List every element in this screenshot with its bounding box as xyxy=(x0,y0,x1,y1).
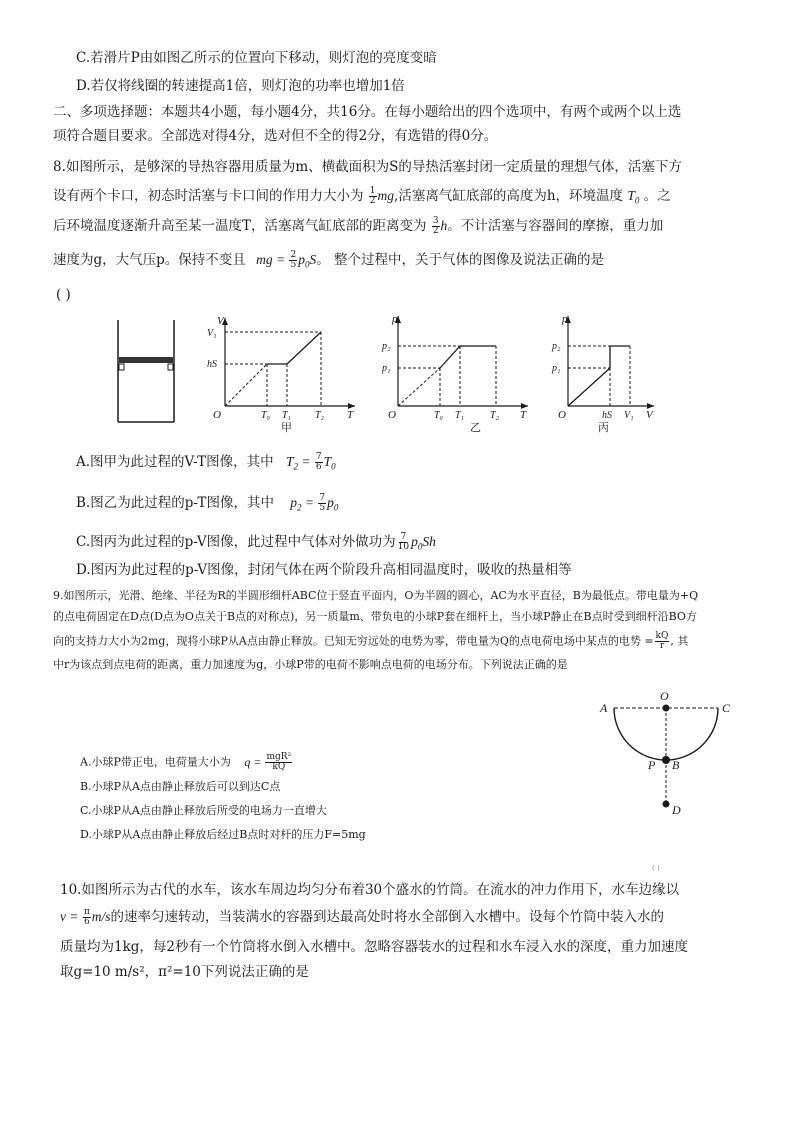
y-axis-label: p xyxy=(392,313,398,325)
fraction: $\frac{2}{5}$ xyxy=(290,250,297,270)
q8-stem-line3: 后环境温度逐渐升高至某一温度T，活塞离气缸底部的距离变为 $\frac{3}{2}$ h。不计活塞与容器间的摩擦，重力加 xyxy=(53,216,664,236)
q8-option-b: B.图乙为此过程的p-T图像，其中 $p_2$ = $\frac{7}{5}$ $p_0$ xyxy=(76,493,339,513)
x-tick: hS xyxy=(602,410,612,421)
section2-instructions-line2: 项符合题目要求。全部选对得4分，选对但不全的得2分，有选错的得0分。 xyxy=(53,128,498,144)
q9-option-d: D.小球P从A点由静止释放后经过B点时对杆的压力F=5mg xyxy=(80,828,366,841)
y-axis-label: V xyxy=(217,315,224,327)
y-axis-label: p xyxy=(562,313,568,325)
origin-label: O xyxy=(558,409,566,421)
label-o: O xyxy=(660,690,669,703)
ball-p xyxy=(662,756,670,764)
q8-graph-jia xyxy=(205,310,365,435)
label-a: A xyxy=(600,701,608,715)
q10-stem-line3: 质量均为1kg，每2秒有一个竹筒将水倒入水槽中。忽略容器装水的过程和水车浸入水的深度，重力加速度 xyxy=(60,939,688,955)
q8-option-c: C.图丙为此过程的p-V图像，此过程中气体对外做功为 $\frac{7}{10}$ $p_0Sh$ xyxy=(76,532,436,552)
x-tick: T₁ xyxy=(282,410,292,421)
origin-label: O xyxy=(213,409,221,421)
q8-graph-yi xyxy=(378,308,538,435)
x-tick: V₁ xyxy=(624,410,634,421)
label-c: C xyxy=(722,701,731,715)
fraction: $\frac{7}{10}$ xyxy=(397,532,410,552)
graph-caption: 甲 xyxy=(281,421,292,434)
q8-option-d: D.图丙为此过程的p-V图像，封闭气体在两个阶段升高相同温度时，吸收的热量相等 xyxy=(76,562,572,578)
label-p: P xyxy=(648,758,656,772)
q8-container-figure xyxy=(112,316,192,426)
graph-caption: 乙 xyxy=(470,421,481,434)
q9-stem-line4: 中r为该点到点电荷的距离，重力加速度为g，小球P带的电荷不影响点电荷的电场分布。下列说法正确的是 xyxy=(53,658,568,671)
q7-option-c: C.若滑片P由如图乙所示的位置向下移动，则灯泡的亮度变暗 xyxy=(76,50,437,66)
label-b: B xyxy=(672,758,680,772)
q8-stem-line4: 速度为g，大气压p。保持不变且 mg = $\frac{2}{5}$ $p_0S$。 整个过程中，关于气体的图像及说法正确的是 xyxy=(53,250,604,270)
y-tick: V₁ xyxy=(207,328,217,339)
q9-stem-line2: 的点电荷固定在D点(D点为O点关于B点的对称点)，另一质量m、带负电的小球P套在细杆上，当小球P静止在B点时受到细杆沿BO方 xyxy=(53,610,697,623)
q8-graph-bing xyxy=(550,308,660,435)
y-tick: hS xyxy=(207,359,217,370)
x-tick: T₀ xyxy=(261,410,271,421)
fraction: $\frac{kQ}{r}$ xyxy=(655,631,669,651)
q8-stem-line2: 设有两个卡口，初态时活塞与卡口间的作用力大小为 $\frac{1}{2}$ mg,活塞离气缸底部的高度为h，环境温度 $T_0$ 。之 xyxy=(53,186,671,206)
fraction: $\frac{\pi}{6}$ xyxy=(83,907,90,927)
origin-label: O xyxy=(388,409,396,421)
fraction: $\frac{7}{6}$ xyxy=(315,452,322,472)
q10-stem-line4: 取g=10 m/s²，π²=10下列说法正确的是 xyxy=(60,964,309,980)
q7-option-d: D.若仅将线圈的转速提高1倍，则灯泡的功率也增加1倍 xyxy=(76,78,405,94)
q9-option-b: B.小球P从A点由静止释放后可以到达C点 xyxy=(80,780,281,793)
q8-stem-line1: 8.如图所示，是够深的导热容器用质量为m、横截面积为S的导热活塞封闭一定质量的理想气体，活塞下方 xyxy=(53,159,682,175)
label-d: D xyxy=(672,803,681,817)
q8-option-a: A.图甲为此过程的V-T图像，其中 $T_2$ = $\frac{7}{6}$ $T_0$ xyxy=(76,452,336,472)
q8-answer-bracket: ( ) xyxy=(56,287,71,303)
charge-d xyxy=(663,801,670,808)
fraction: $\frac{1}{2}$ xyxy=(369,186,376,206)
q9-option-c: C.小球P从A点由静止释放后所受的电场力一直增大 xyxy=(80,804,327,817)
fraction: $\frac{3}{2}$ xyxy=(432,216,439,236)
x-tick: T₂ xyxy=(315,410,325,421)
q9-stem-line3: 向的支持力大小为2mg，现将小球P从A点由静止释放。已知无穷远处的电势为零，带电量为Q的点电荷电场中某点的电势 = $\frac{kQ}{r}$ , 其 xyxy=(53,631,689,651)
q10-stem-line2: v = $\frac{\pi}{6}$ m/s的速率匀速转动，当装满水的容器到达最高处时将水全部倒入水槽中。设每个竹筒中装入水的 xyxy=(60,907,665,927)
graph-caption: 丙 xyxy=(598,421,609,434)
x-tick: T₂ xyxy=(490,410,500,421)
y-tick: p₂ xyxy=(552,341,561,352)
x-axis-label: T xyxy=(347,409,354,421)
x-axis-label: T xyxy=(520,409,527,421)
q9-stem-line1: 9.如图所示，光滑、绝缘、半径为R的半圆形细杆ABC位于竖直平面内，O为半圆的圆心，AC为水平直径，B为最低点。带电量为+Q xyxy=(53,589,699,602)
y-tick: p₂ xyxy=(382,341,391,352)
x-tick: T₁ xyxy=(455,410,465,421)
x-axis-label: V xyxy=(646,409,653,421)
fraction: $\frac{\text{mgR²}}{kQ}$ xyxy=(266,752,292,772)
q9-figure xyxy=(592,690,742,822)
point-o xyxy=(663,705,670,712)
section2-instructions-line1: 二、多项选择题：本题共4小题，每小题4分，共16分。在每小题给出的四个选项中，有两个或两个以上选 xyxy=(53,104,682,120)
q9-small-bracket: ( ) xyxy=(652,864,660,872)
q10-stem-line1: 10.如图所示为古代的水车，该水车周边均匀分布着30个盛水的竹筒。在流水的冲力作用下，水车边缘以 xyxy=(60,882,680,898)
fraction: $\frac{7}{5}$ xyxy=(319,493,326,513)
y-tick: p₁ xyxy=(382,363,391,374)
y-tick: p₁ xyxy=(552,363,561,374)
x-tick: T₀ xyxy=(434,410,444,421)
q9-option-a: A.小球P带正电，电荷量大小为 q = $\frac{\text{mgR²}}{kQ}$ xyxy=(80,752,292,772)
